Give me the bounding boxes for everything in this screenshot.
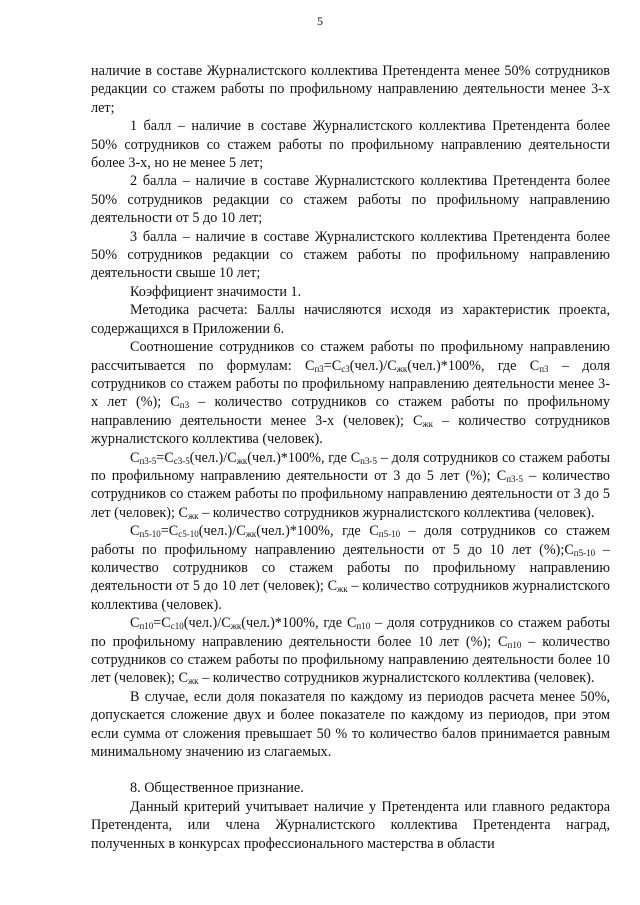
subscript: п3-5 — [360, 455, 377, 466]
subscript: с10 — [170, 621, 184, 632]
subscript: п5-10 — [573, 547, 596, 558]
formula-paragraph: $С_{п3-5}=С_{с3-5}(чел.)/С_{жк}(чел.)*100\%$, где $С_{п3-5}$ – доля сотрудников со стажем работы по профильному направлению деятельности от 3 до 5 лет (%); $С_{п3-5}$ – количество сотрудников со стажем работы по профильному направлению деятельности от 3 до 5 лет (человек); $С_{жк}$ – количество сотрудников журналистского коллектива (человек). — [91, 449, 611, 521]
subscript: п3 — [539, 363, 549, 374]
subscript: с3-5 — [173, 455, 190, 466]
subscript: п3 — [314, 363, 324, 374]
subscript: с3 — [341, 363, 350, 374]
subscript: жк — [396, 363, 408, 374]
subscript: с5-10 — [178, 529, 199, 540]
subscript: п3 — [179, 400, 190, 411]
subscript: п3-5 — [506, 473, 524, 484]
paragraph: Данный критерий учитывает наличие у Претендента или главного редактора Претендента, или члена Журналистского коллектива Претендента наград, полученных в конкурсах профессионального мастерства в области — [91, 798, 610, 852]
document-body — [91, 62, 610, 853]
subscript: жк — [422, 418, 434, 429]
section-heading: 8. Общественное признание. — [130, 780, 304, 797]
page-number: 5 — [317, 14, 323, 28]
paragraph: Методика расчета: Баллы начисляются исходя из характеристик проекта, содержащихся в Приложении 6. — [91, 302, 610, 337]
paragraph: 3 балла – наличие в составе Журналистского коллектива Претендента более 50% сотрудников редакции со стажем работы по профильному направлению деятельности свыше 10 лет; — [91, 228, 610, 282]
subscript: жк — [187, 510, 199, 521]
subscript: жк — [236, 455, 248, 466]
subscript: жк — [230, 621, 242, 632]
subscript: п5-10 — [139, 529, 161, 540]
subscript: п3-5 — [139, 455, 157, 466]
subscript: жк — [187, 676, 199, 687]
subscript: жк — [245, 529, 257, 540]
formula-paragraph: $С_{п5-10}=С_{с5-10}(чел.)/С_{жк}(чел.)*100\%$, где $С_{п5-10}$ – доля сотрудников со стажем работы по профильному направлению деятельности от 5 до 10 лет $(\%);С_{п5-10}$ – количество сотрудников со стажем работы по профильному направлению деятельности от 5 до 10 лет (человек); $С_{жк}$ – количество сотрудников журналистского коллектива (человек). — [91, 523, 611, 613]
paragraph: 2 балла – наличие в составе Журналистского коллектива Претендента более 50% сотрудников редакции со стажем работы по профильному направлению деятельности от 5 до 10 лет; — [91, 173, 610, 227]
subscript: п10 — [139, 621, 154, 632]
paragraph: 1 балл – наличие в составе Журналистского коллектива Претендента более 50% сотрудников со стажем работы по профильному направлению деятельности более 3-х, но не менее 5 лет; — [91, 118, 610, 172]
paragraph: наличие в составе Журналистского коллектива Претендента менее 50% сотрудников редакции со стажем работы по профильному направлению деятельности менее 3-х лет; — [91, 63, 610, 116]
subscript: жк — [337, 584, 348, 595]
paragraph: В случае, если доля показателя по каждому из периодов расчета менее 50%, допускается сложение двух и более показателе по каждому из периодов, при этом если сумма от сложения превышает 50 % то количество балов принимается равным минимальному значению из слагаемых. — [91, 688, 610, 761]
subscript: п10 — [507, 639, 522, 650]
formula-paragraph: $С_{п10}=С_{с10}(чел.)/С_{жк}(чел.)*100\%$, где $С_{п10}$ – доля сотрудников со стажем работы по профильному направлению деятельности более 10 лет (%); $С_{п10}$ – количество сотрудников со стажем работы по профильному направлению деятельности более 10 лет (человек); $С_{жк}$ – количество сотрудников журналистского коллектива (человек). — [91, 615, 611, 687]
subscript: п10 — [356, 621, 371, 632]
paragraph: Коэффициент значимости 1. — [130, 283, 302, 300]
subscript: п5-10 — [378, 529, 401, 540]
formula-paragraph: Соотношение сотрудников со стажем работы по профильному направлению рассчитывается по формулам: $С_{п3}=С_{с3}(чел.)/С_{жк}(чел.)*100\%$, где $С_{п3}$ – доля сотрудников со стажем работы по профильному направлению деятельности менее 3-х лет (%); $С_{п3}$ – количество сотрудников со стажем работы по профильному направлению деятельности менее 3-х (человек); $С_{жк}$ – количество сотрудников журналистского коллектива (человек). — [91, 339, 611, 448]
